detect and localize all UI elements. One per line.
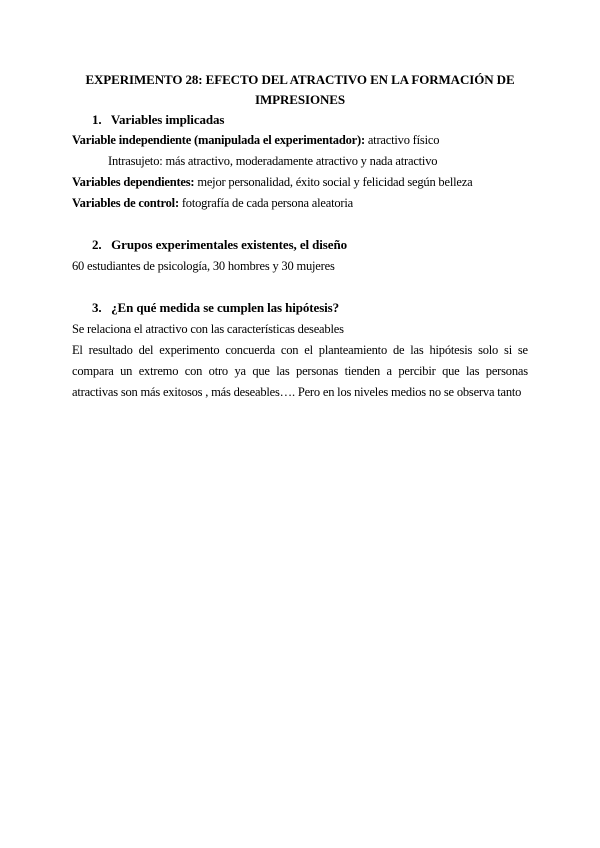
word: que (442, 364, 460, 378)
word: las (276, 364, 290, 378)
paragraph-line (72, 256, 335, 276)
word: concuerda (225, 343, 275, 357)
justified-line (72, 340, 528, 360)
section-number: 2. (92, 237, 102, 252)
word: un (120, 364, 133, 378)
word: otro (208, 364, 228, 378)
word: tienden (344, 364, 381, 378)
word: a (386, 364, 392, 378)
section-heading-text: Variables implicadas (110, 112, 225, 127)
field-value: Intrasujeto: más atractivo, moderadamente atractivo y nada atractivo (108, 154, 438, 168)
paragraph-line (108, 151, 437, 171)
paragraph-line (72, 382, 521, 402)
word: hipótesis (429, 343, 473, 357)
section-heading-text: Grupos experimentales existentes, el diseño (111, 237, 347, 252)
section-number: 3. (92, 300, 102, 315)
word: si (504, 343, 512, 357)
word: solo (478, 343, 499, 357)
field-label: Variables dependientes: (72, 175, 195, 189)
word: las (410, 343, 424, 357)
field-value: fotografía de cada persona aleatoria (178, 196, 354, 210)
section-heading-text: ¿En qué medida se cumplen las hipótesis? (111, 300, 340, 315)
paragraph-line (72, 130, 439, 150)
field-value: mejor personalidad, éxito social y felicidad según belleza (194, 175, 473, 189)
word: resultado (88, 343, 133, 357)
word: planteamiento (318, 343, 388, 357)
field-value: atractivo físico (364, 133, 440, 147)
word: se (517, 343, 528, 357)
paragraph-line (72, 172, 472, 192)
word: experimento (159, 343, 220, 357)
word: compara (72, 364, 114, 378)
word: de (392, 343, 405, 357)
word: extremo (138, 364, 179, 378)
word: del (138, 343, 154, 357)
paragraph-line (72, 193, 353, 213)
document-title: EXPERIMENTO 28: EFECTO DEL ATRACTIVO EN LA FORMACIÓN DE IMPRESIONES (85, 72, 515, 107)
word: ya (234, 364, 246, 378)
word: personas (296, 364, 339, 378)
word: El (72, 343, 83, 357)
field-value: atractivas son más exitosos , más deseables…. Pero en los niveles medios no se observa tanto (72, 385, 522, 399)
section-number: 1. (92, 112, 102, 127)
word: que (252, 364, 270, 378)
word: las (466, 364, 480, 378)
section-heading-2 (92, 235, 347, 255)
justified-line (72, 361, 528, 381)
field-label: Variables de control: (72, 196, 179, 210)
word: con (184, 364, 203, 378)
word: personas (485, 364, 528, 378)
field-value: 60 estudiantes de psicología, 30 hombres y 30 mujeres (72, 259, 335, 273)
section-heading-3 (92, 298, 339, 318)
paragraph-line (72, 319, 344, 339)
word: el (304, 343, 313, 357)
section-heading-1 (92, 110, 224, 130)
field-value: Se relaciona el atractivo con las características deseables (72, 322, 344, 336)
word: percibir (398, 364, 436, 378)
word: con (280, 343, 299, 357)
field-label: Variable independiente (manipulada el experimentador): (72, 133, 365, 147)
